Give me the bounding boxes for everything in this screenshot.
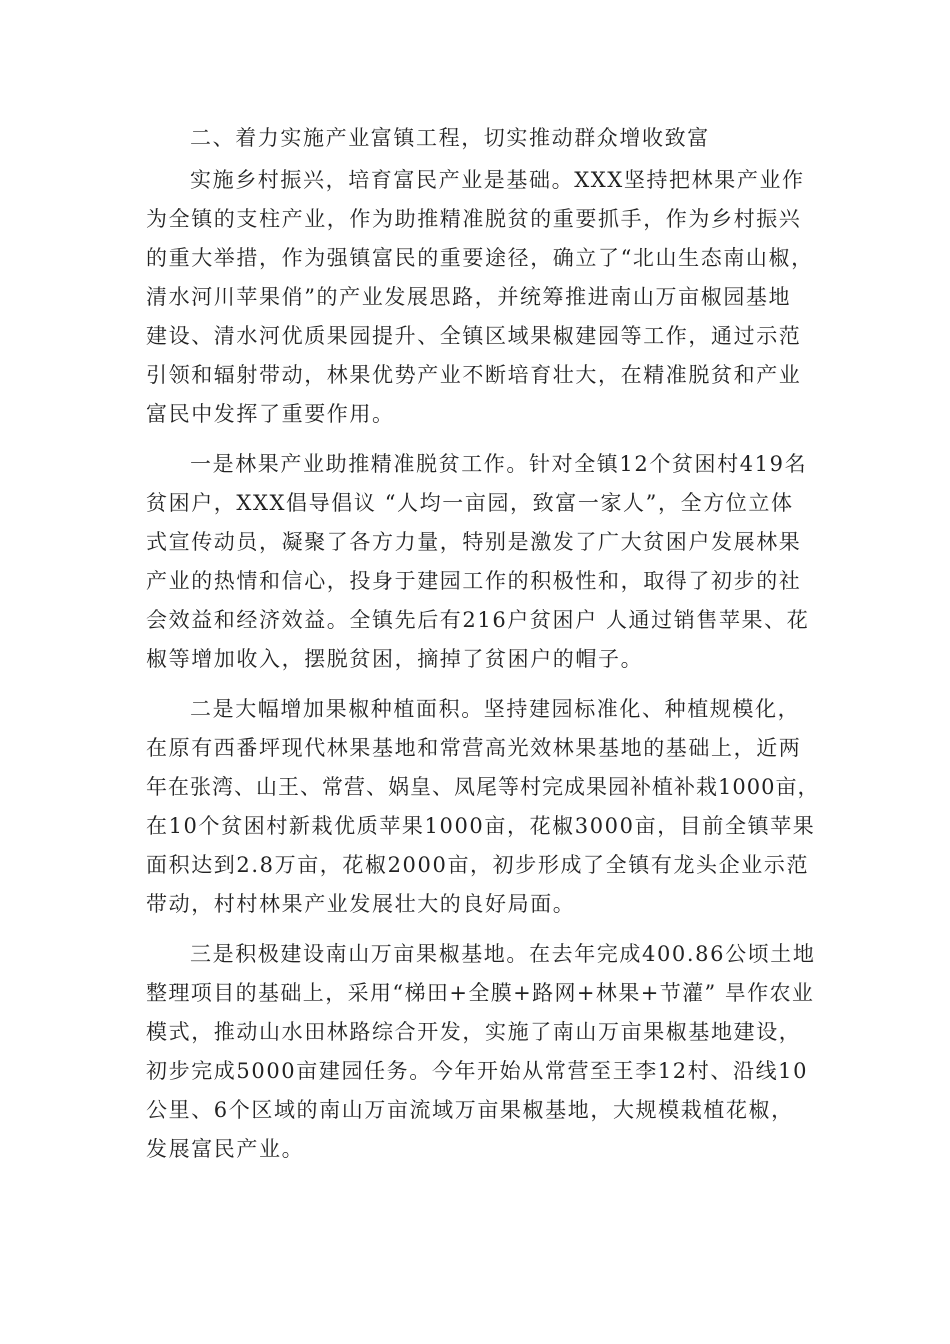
paragraph-line: 在原有西番坪现代林果基地和常营高光效林果基地的基础上，近两 <box>146 736 802 760</box>
paragraph-line: 式宣传动员，凝聚了各方力量，特别是激发了广大贫困户发展林果 <box>146 530 802 554</box>
paragraph-line: 建设、清水河优质果园提升、全镇区域果椒建园等工作，通过示范 <box>146 324 802 348</box>
paragraph-line: 三是积极建设南山万亩果椒基地。在去年完成400.86公顷土地 <box>190 942 816 966</box>
paragraph-line: 带动，村村林果产业发展壮大的良好局面。 <box>146 892 576 916</box>
paragraph-line: 发展富民产业。 <box>146 1137 305 1161</box>
paragraph-line: 公里、6个区域的南山万亩流域万亩果椒基地，大规模栽植花椒， <box>146 1098 794 1122</box>
paragraph-line: 贫困户，XXX倡导倡议 “人均一亩园，致富一家人”，全方位立体 <box>146 491 794 515</box>
paragraph-line: 模式，推动山水田林路综合开发，实施了南山万亩果椒基地建设， <box>146 1020 802 1044</box>
paragraph-line: 整理项目的基础上，采用“梯田+全膜+路网+林果+节灌” 旱作农业 <box>146 981 815 1005</box>
paragraph-line: 富民中发挥了重要作用。 <box>146 402 395 426</box>
paragraph-line: 清水河川苹果俏”的产业发展思路，并统筹推进南山万亩椒园基地 <box>146 285 792 309</box>
paragraph-line: 为全镇的支柱产业，作为助推精准脱贫的重要抓手，作为乡村振兴 <box>146 207 802 231</box>
section-heading: 二、着力实施产业富镇工程，切实推动群众增收致富 <box>190 126 710 150</box>
paragraph-line: 会效益和经济效益。全镇先后有216户贫困户 人通过销售苹果、花 <box>146 608 810 632</box>
paragraph-line: 实施乡村振兴，培育富民产业是基础。XXX坚持把林果产业作 <box>190 168 805 192</box>
paragraph-line: 的重大举措，作为强镇富民的重要途径，确立了“北山生态南山椒， <box>146 246 814 270</box>
paragraph-line: 面积达到2.8万亩，花椒2000亩，初步形成了全镇有龙头企业示范 <box>146 853 810 877</box>
paragraph-line: 在10个贫困村新栽优质苹果1000亩，花椒3000亩，目前全镇苹果 <box>146 814 816 838</box>
paragraph-line: 初步完成5000亩建园任务。今年开始从常营至王李12村、沿线10 <box>146 1059 809 1083</box>
paragraph-line: 引领和辐射带动，林果优势产业不断培育壮大，在精准脱贫和产业 <box>146 363 802 387</box>
paragraph-line: 产业的热情和信心，投身于建园工作的积极性和，取得了初步的社 <box>146 569 802 593</box>
paragraph-line: 二是大幅增加果椒种植面积。坚持建园标准化、种植规模化， <box>190 697 801 721</box>
paragraph-line: 年在张湾、山王、常营、娲皇、凤尾等村完成果园补植补栽1000亩， <box>146 775 820 799</box>
paragraph-line: 一是林果产业助推精准脱贫工作。针对全镇12个贫困村419名 <box>190 452 808 476</box>
paragraph-line: 椒等增加收入，摆脱贫困，摘掉了贫困户的帽子。 <box>146 647 644 671</box>
